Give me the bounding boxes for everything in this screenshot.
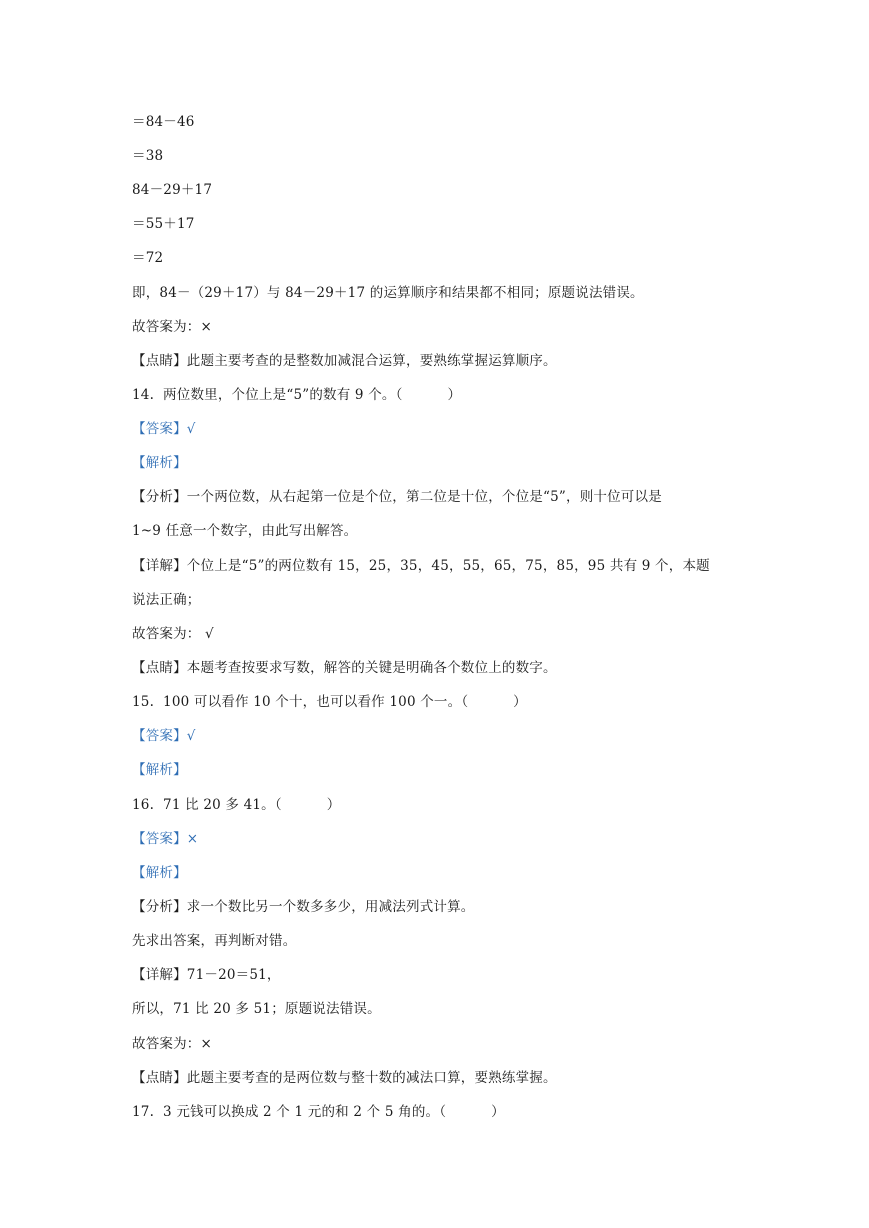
question-14: 14. 两位数里，个位上是“5”的数有 9 个。（ ） bbox=[132, 387, 462, 403]
answer-statement: 故答案为：× bbox=[132, 319, 213, 335]
analysis-text-16: 【分析】求一个数比另一个数多多少，用减法列式计算。 bbox=[132, 899, 475, 915]
comment-text-16: 【点睛】此题主要考查的是两位数与整十数的减法口算，要熟练掌握。 bbox=[132, 1070, 557, 1086]
answer-label-14: 【答案】√ bbox=[132, 421, 196, 437]
calc-step-1: ＝84－46 bbox=[132, 114, 195, 130]
comment-text: 【点睛】此题主要考查的是整数加减混合运算，要熟练掌握运算顺序。 bbox=[132, 353, 557, 369]
analysis-label-14: 【解析】 bbox=[132, 455, 187, 471]
analysis-label-15: 【解析】 bbox=[132, 762, 187, 778]
calc-step-4: ＝72 bbox=[132, 250, 164, 266]
calc-expression: 84－29＋17 bbox=[132, 182, 213, 198]
analysis-text-14-cont: 1~9 任意一个数字，由此写出解答。 bbox=[132, 523, 358, 539]
calc-step-2: ＝38 bbox=[132, 148, 164, 164]
answer-statement-14: 故答案为： √ bbox=[132, 626, 214, 642]
conclusion-text: 即，84－（29＋17）与 84－29＋17 的运算顺序和结果都不相同；原题说法错误。 bbox=[132, 285, 644, 301]
question-16: 16. 71 比 20 多 41。（ ） bbox=[132, 797, 341, 813]
detail-text-14-cont: 说法正确； bbox=[132, 592, 201, 608]
detail-text-16-cont: 所以，71 比 20 多 51；原题说法错误。 bbox=[132, 1001, 381, 1017]
calc-step-3: ＝55＋17 bbox=[132, 216, 195, 232]
question-17: 17. 3 元钱可以换成 2 个 1 元的和 2 个 5 角的。（ ） bbox=[132, 1104, 505, 1120]
answer-label-15: 【答案】√ bbox=[132, 728, 196, 744]
analysis-text-16-cont: 先求出答案，再判断对错。 bbox=[132, 933, 297, 949]
answer-label-16: 【答案】× bbox=[132, 831, 199, 847]
analysis-text-14: 【分析】一个两位数，从右起第一位是个位，第二位是十位，个位是“5”，则十位可以是 bbox=[132, 489, 662, 505]
comment-text-14: 【点睛】本题考查按要求写数，解答的关键是明确各个数位上的数字。 bbox=[132, 660, 557, 676]
detail-text-14: 【详解】个位上是“5”的两位数有 15，25，35，45，55，65，75，85，95 共有 9 个，本题 bbox=[132, 558, 710, 574]
question-15: 15. 100 可以看作 10 个十，也可以看作 100 个一。（ ） bbox=[132, 694, 527, 710]
analysis-label-16: 【解析】 bbox=[132, 865, 187, 881]
answer-statement-16: 故答案为：× bbox=[132, 1036, 213, 1052]
detail-text-16: 【详解】71－20＝51， bbox=[132, 967, 281, 983]
